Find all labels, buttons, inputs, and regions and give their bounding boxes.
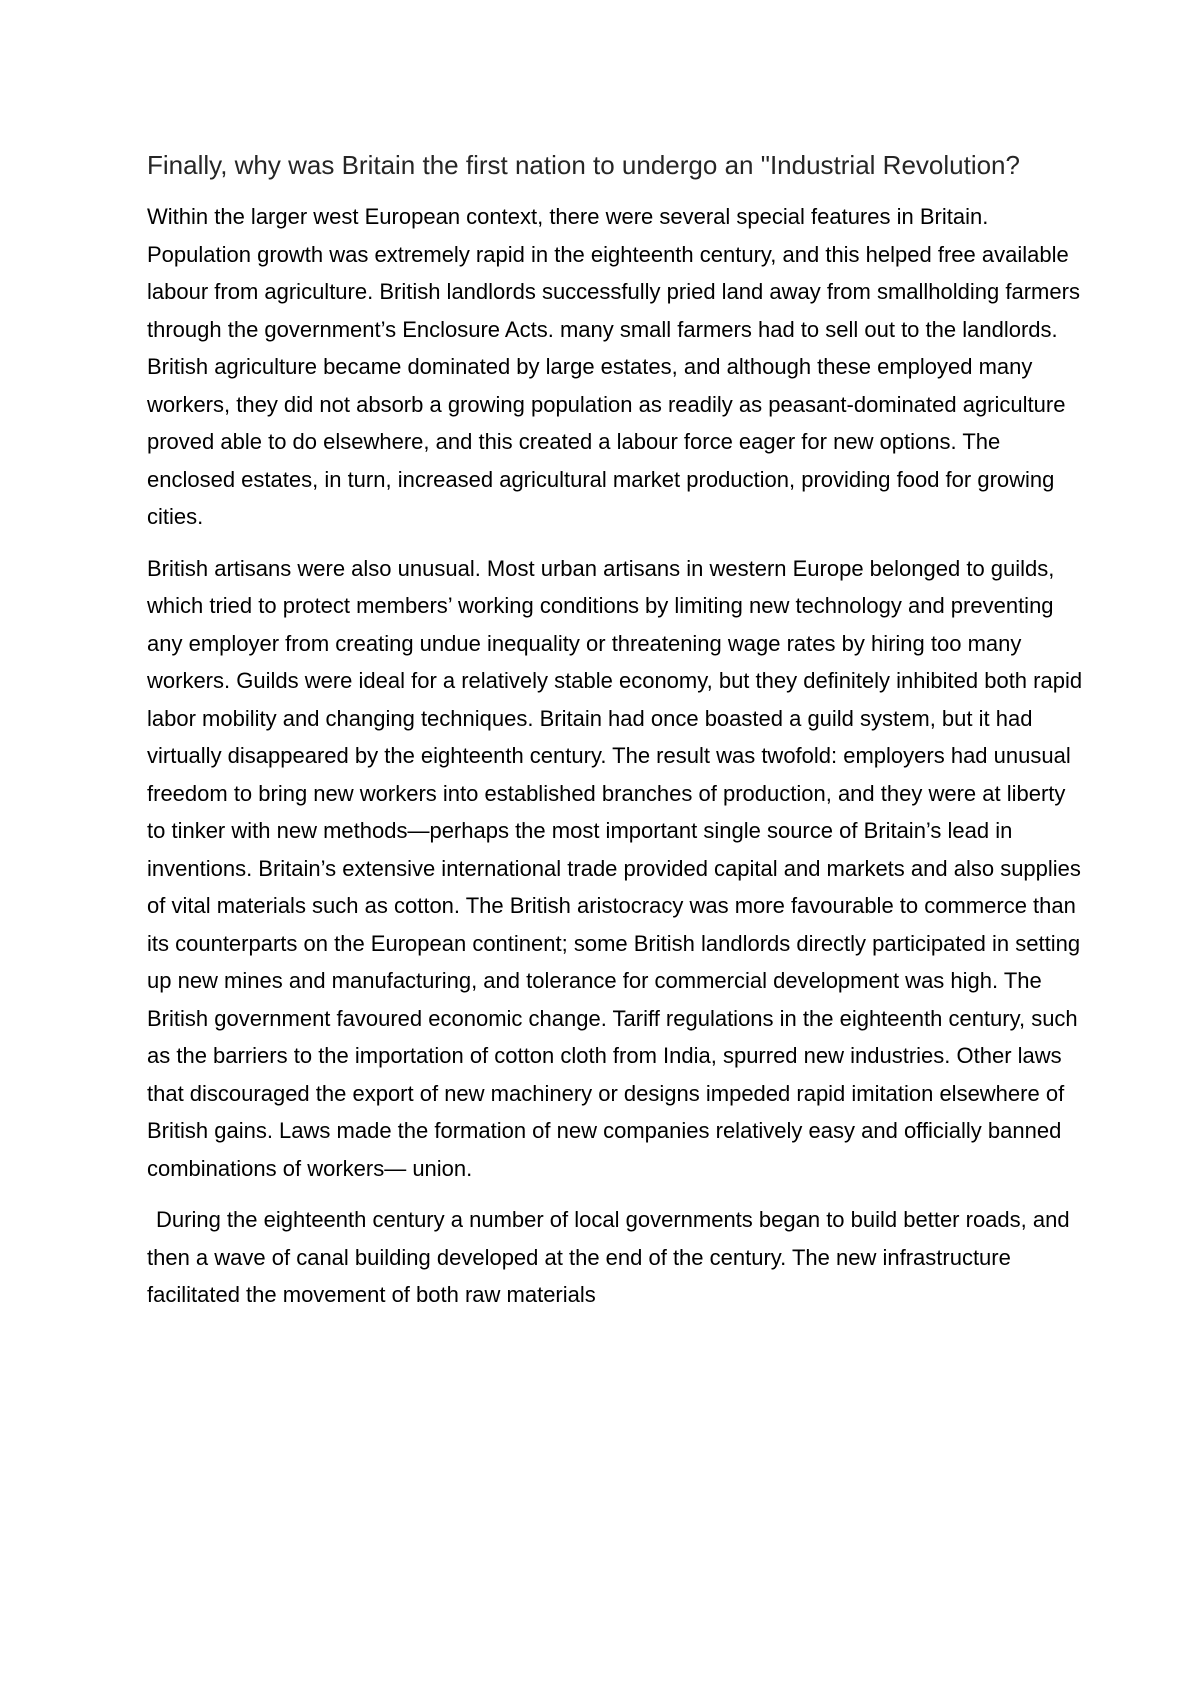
paragraph-artisans-guilds: British artisans were also unusual. Most urban artisans in western Europe belonged to guilds, which tried to protect members’ working conditions by limiting new technology and preventing any employer from creating undue inequality or threatening wage rates by hiring too many workers. Guilds were ideal for a relatively stable economy, but they definitely inhibited both rapid labor mobility and changing techniques. Britain had once boasted a guild system, but it had virtually disappeared by the eighteenth century. The result was twofold: employers had unusual freedom to bring new workers into established branches of production, and they were at liberty to tinker with new methods—perhaps the most important single source of Britain’s lead in inventions. Britain’s extensive international trade provided capital and markets and also supplies of vital materials such as cotton. The British aristocracy was more favourable to commerce than its counterparts on the European continent; some British landlords directly participated in setting up new mines and manufacturing, and tolerance for commercial development was high. The British government favoured economic change. Tariff regulations in the eighteenth century, such as the barriers to the importation of cotton cloth from India, spurred new industries. Other laws that discouraged the export of new machinery or designs impeded rapid imitation elsewhere of British gains. Laws made the formation of new companies relatively easy and officially banned combinations of workers— union. (147, 555, 1083, 1181)
paragraph-population-agriculture: Within the larger west European context, there were several special features in Britain. Population growth was extremely rapid in the eighteenth century, and this helped free available labour from agriculture. British landlords successfully pried land away from smallholding farmers through the government’s Enclosure Acts. many small farmers had to sell out to the landlords. British agriculture became dominated by large estates, and although these employed many workers, they did not absorb a growing population as readily as peasant-dominated agriculture proved able to do elsewhere, and this created a labour force eager for new options. The enclosed estates, in turn, increased agricultural market production, providing food for growing cities. (147, 204, 1080, 529)
document-body (147, 146, 1087, 1328)
document-heading: Finally, why was Britain the first nation to undergo an "Industrial Revolution? (147, 150, 1020, 180)
paragraph-roads-canals: During the eighteenth century a number of local governments began to build better roads, and then a wave of canal building developed at the end of the century. The new infrastructure facilitated the movement of both raw materials (147, 1207, 1070, 1307)
